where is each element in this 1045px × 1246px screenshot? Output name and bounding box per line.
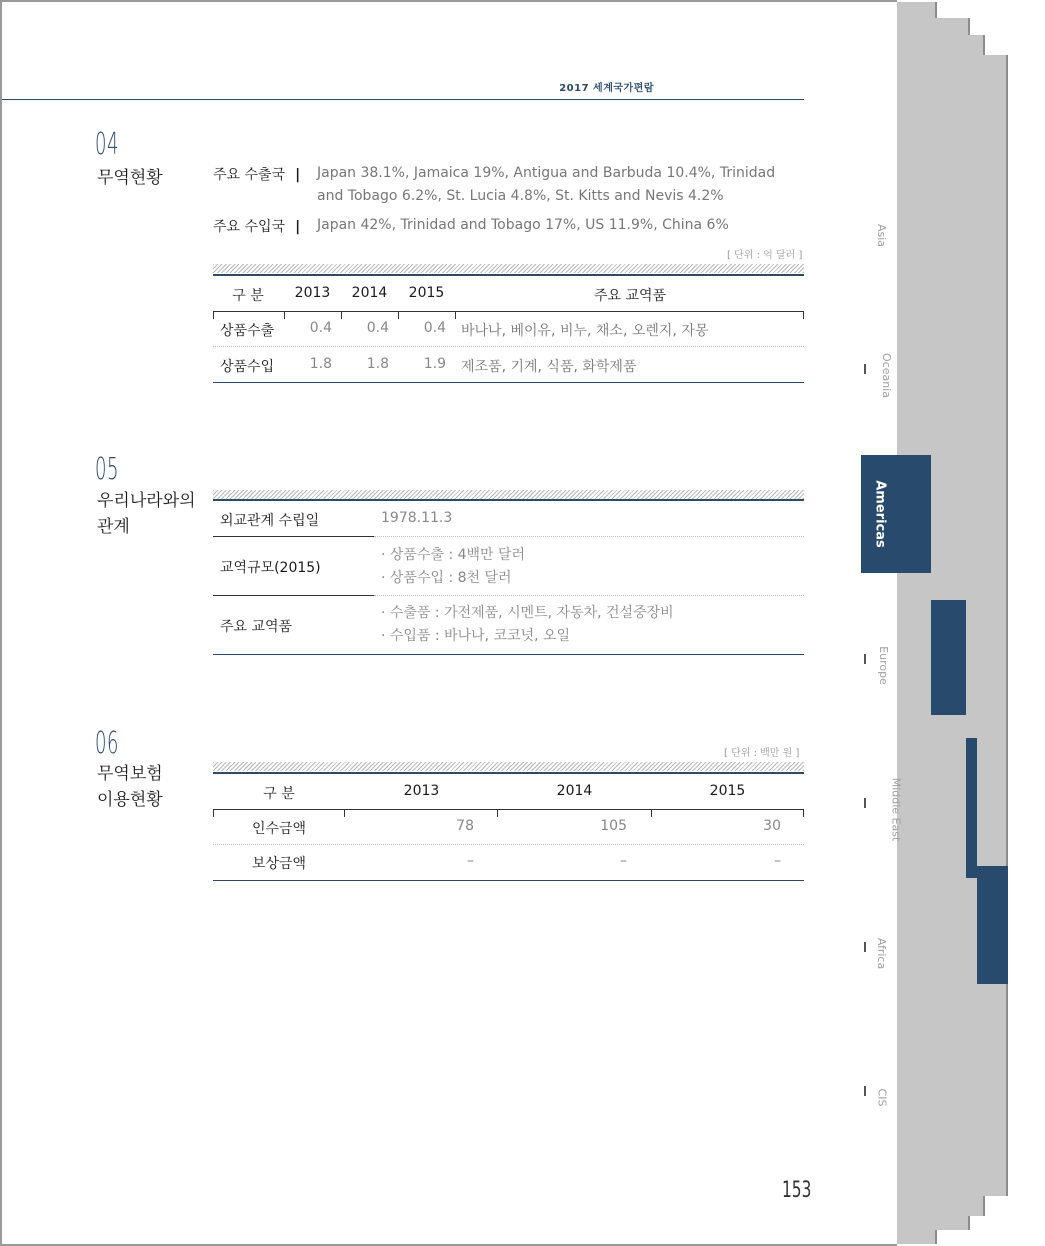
page-edge — [976, 55, 1008, 1196]
section-title: 무역보험 이용현황 — [97, 764, 163, 810]
row-label: 교역규모(2015) — [220, 560, 321, 576]
edge-tab-marker — [931, 600, 966, 715]
section-number: 04 — [95, 127, 120, 162]
unit-note: [ 단위 : 억 달러 ] — [727, 250, 803, 261]
row-value: · 수출품 : 가전제품, 시멘트, 자동차, 건설중장비 · 수입품 : 바나나, 코코넛, 오일 — [381, 605, 674, 644]
side-tab-cis[interactable]: CIS — [874, 1088, 888, 1107]
table-header: 2013 — [403, 783, 440, 799]
edge-tab-marker — [899, 455, 931, 573]
table-header: 구 분 — [232, 288, 264, 304]
row-value: 1978.11.3 — [381, 510, 453, 526]
section-number: 05 — [95, 452, 120, 487]
book-page: 2017 세계국가편람 04 무역현황 주요 수출국 | Japan 38.1%, Jamaica 19%, Antigua and Barbuda 10.4%, Trinidad and Tobago 6.2%, St. Lucia 4.8%, St. Kitts and Nevis 4.2% 주요 수입국 | Japan 42%, Trinidad and Tobago 17%, US 11.9%, China 6% [ 단위 : 억 달러 ] 구 분 2013 2014 2015 주요 교역품 상품수출 0.4 0.4 0.4 바나나, 베이유, 비누, 채소, 오렌지, 자몽 상품수입 1.8 1.8 1.9 제조품, 기계, 식품, 화학제품 05 우리나라와의 관계 외교관계 수립일 1978.11.3 교역규모(2015) · 상품수출 : 4백만 달러 · 상품수입 : 8천 달러 주요 교역품 · 수출품 : 가전제품, 시멘트, 자동차, 건설중장비 · 수입품 : 바나나, 코코넛, 오일 06 무역보험 이용현황 [ 단위 : 백만 원 ] 구 분 2013 2014 2015 인수금액 78 105 30 보상금액 – – – Asia Oceania Europe Middle East Africa CIS 153 — [0, 0, 897, 1246]
section-title: 우리나라와의 관계 — [97, 491, 196, 537]
row-label: 주요 교역품 — [220, 619, 293, 635]
section-title: 무역현황 — [97, 168, 163, 188]
edge-tab-marker — [977, 866, 1008, 984]
section-number: 06 — [95, 726, 120, 761]
table-header: 2014 — [556, 783, 593, 799]
side-tab-oceania[interactable]: Oceania — [879, 353, 893, 398]
running-header: 2017 세계국가편람 — [559, 83, 654, 94]
side-tab-europe[interactable]: Europe — [876, 646, 890, 685]
side-tab-middle-east[interactable]: Middle East — [889, 777, 903, 842]
import-countries-text: Japan 42%, Trinidad and Tobago 17%, US 11.9%, China 6% — [317, 217, 729, 233]
row-label: 외교관계 수립일 — [220, 513, 320, 529]
import-countries-label: 주요 수입국 | — [213, 219, 301, 235]
table-header: 2015 — [709, 783, 746, 799]
unit-note: [ 단위 : 백만 원 ] — [724, 748, 800, 759]
side-tab-americas-active[interactable]: Americas — [861, 455, 899, 573]
table-header: 주요 교역품 — [593, 288, 667, 304]
table-header: 구 분 — [263, 786, 295, 802]
header-rule — [2, 99, 804, 100]
table-header: 2013 — [294, 285, 331, 301]
export-countries-label: 주요 수출국 | — [213, 167, 301, 183]
edge-tab-marker — [966, 738, 977, 878]
row-value: · 상품수출 : 4백만 달러 · 상품수입 : 8천 달러 — [381, 547, 526, 586]
table-header: 2015 — [408, 285, 445, 301]
page-number: 153 — [782, 1178, 812, 1203]
side-tab-asia[interactable]: Asia — [875, 223, 888, 248]
table-header: 2014 — [351, 285, 388, 301]
export-countries-text: Japan 38.1%, Jamaica 19%, Antigua and Barbuda 10.4%, Trinidad and Tobago 6.2%, St. Lucia 4.8%, St. Kitts and Nevis 4.2% — [317, 165, 776, 204]
side-tab-africa[interactable]: Africa — [875, 937, 888, 970]
